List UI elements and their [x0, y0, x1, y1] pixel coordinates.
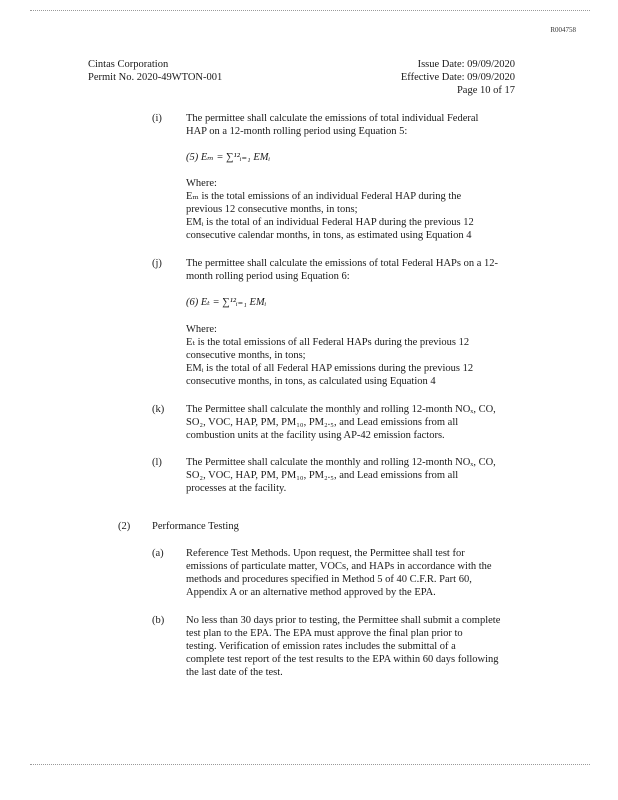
item-i-where: Where: — [186, 178, 217, 189]
item-i-definition-line: consecutive calendar months, in tons, as estimated using Equation 4 — [186, 230, 472, 241]
item-2b-text-line: complete test report of the test results to the EPA within 60 days following — [186, 654, 499, 665]
bottom-dotted-rule — [30, 764, 590, 765]
item-2b-label: (b) — [152, 615, 165, 626]
item-2b-text-line: test plan to the EPA. The EPA must approve the final plan prior to — [186, 628, 463, 639]
equation-5: (5) Eₘ = ∑¹²ᵢ₌₁ EMᵢ — [186, 152, 271, 163]
section-2-title: Performance Testing — [152, 521, 239, 532]
item-j-text-line: The permittee shall calculate the emissions of total Federal HAPs on a 12- — [186, 258, 498, 269]
section-2-label: (2) — [118, 521, 131, 532]
item-i-text-line: The permittee shall calculate the emissions of total individual Federal — [186, 113, 479, 124]
item-l-text-line: The Permittee shall calculate the monthly and rolling 12-month NOₓ, CO, — [186, 457, 496, 468]
item-i-definition-line: previous 12 consecutive months, in tons; — [186, 204, 358, 215]
item-i-definition-line: Eₘ is the total emissions of an individual Federal HAP during the — [186, 191, 462, 202]
item-l-label: (l) — [152, 457, 162, 468]
equation-6: (6) Eₜ = ∑¹²ᵢ₌₁ EMᵢ — [186, 297, 267, 308]
item-2a-text-line: Reference Test Methods. Upon request, the Permittee shall test for — [186, 548, 465, 559]
item-2a-text-line: methods and procedures specified in Method 5 of 40 C.F.R. Part 60, — [186, 574, 472, 585]
item-k-text-line: combustion units at the facility using AP-42 emission factors. — [186, 430, 445, 441]
document-id: R004758 — [550, 26, 576, 34]
item-j-where: Where: — [186, 324, 217, 335]
item-i-definition-line: EMᵢ is the total of an individual Federal HAP during the previous 12 — [186, 217, 474, 228]
issue-date: Issue Date: 09/09/2020 — [417, 59, 515, 70]
item-k-text-line: SO₂, VOC, HAP, PM, PM₁₀, PM₂.₅, and Lead emissions from all — [186, 417, 459, 428]
item-j-text-line: month rolling period using Equation 6: — [186, 271, 350, 282]
item-2b-text-line: testing. Verification of emission rates includes the submittal of a — [186, 641, 456, 652]
item-j-definition-line: consecutive months, in tons, as calculated using Equation 4 — [186, 376, 436, 387]
item-2a-text-line: emissions of particulate matter, VOCs, and HAPs in accordance with the — [186, 561, 492, 572]
item-i-label: (i) — [152, 113, 162, 124]
item-l-text-line: SO₂, VOC, HAP, PM, PM₁₀, PM₂.₅, and Lead emissions from all — [186, 470, 459, 481]
item-k-text-line: The Permittee shall calculate the monthly and rolling 12-month NOₓ, CO, — [186, 404, 496, 415]
item-j-label: (j) — [152, 258, 162, 269]
item-2a-label: (a) — [152, 548, 164, 559]
effective-date: Effective Date: 09/09/2020 — [400, 72, 515, 83]
item-j-definition-line: consecutive months, in tons; — [186, 350, 306, 361]
item-2b-text-line: No less than 30 days prior to testing, the Permittee shall submit a complete — [186, 615, 501, 626]
item-i-text-line: HAP on a 12-month rolling period using Equation 5: — [186, 126, 408, 137]
page-number: Page 10 of 17 — [456, 85, 515, 96]
top-dotted-rule — [30, 10, 590, 11]
item-j-definition-line: EMᵢ is the total of all Federal HAP emissions during the previous 12 — [186, 363, 474, 374]
item-l-text-line: processes at the facility. — [186, 483, 287, 494]
company-name: Cintas Corporation — [88, 59, 169, 70]
item-k-label: (k) — [152, 404, 165, 415]
item-2a-text-line: Appendix A or an alternative method approved by the EPA. — [186, 587, 436, 598]
permit-number: Permit No. 2020-49WTON-001 — [88, 72, 223, 83]
item-j-definition-line: Eₜ is the total emissions of all Federal HAPs during the previous 12 — [186, 337, 470, 348]
item-2b-text-line: the last date of the test. — [186, 667, 283, 678]
